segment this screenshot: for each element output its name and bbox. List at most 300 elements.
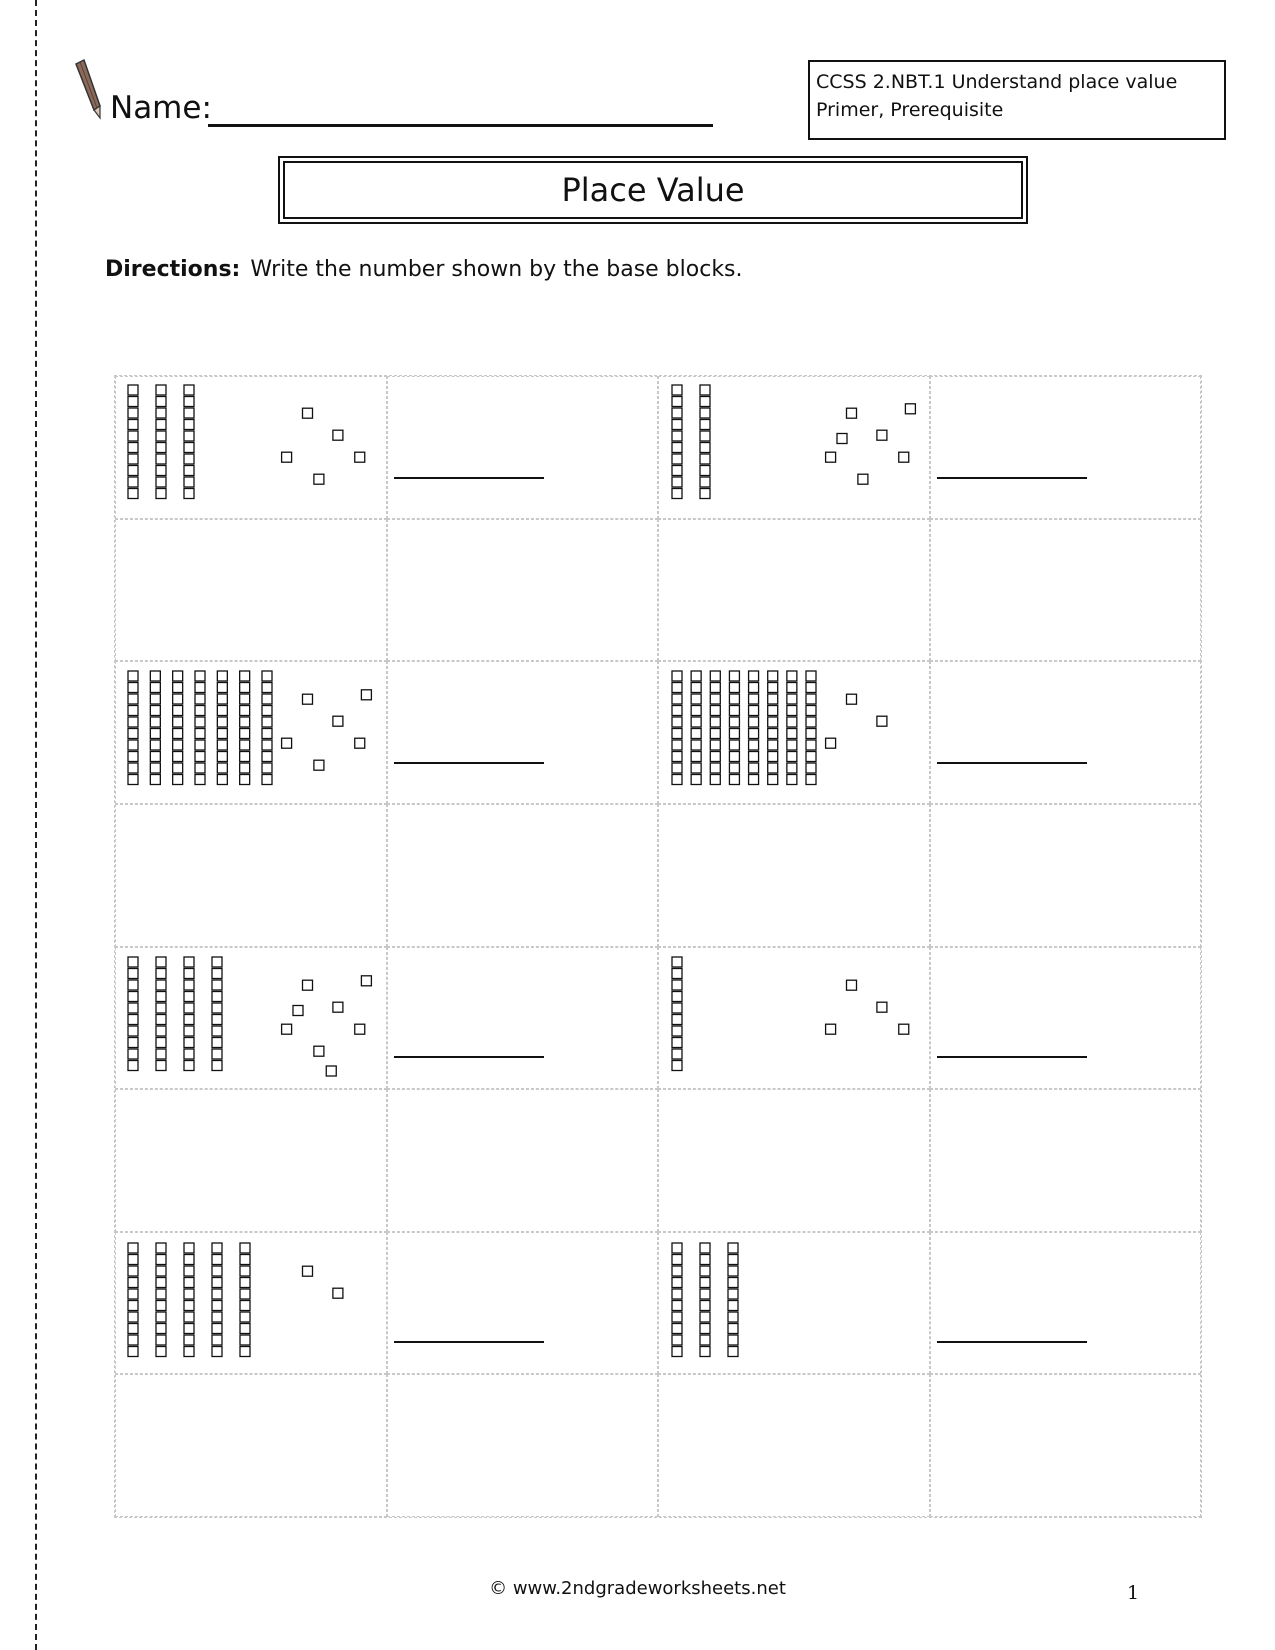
tens-rod-unit xyxy=(691,752,701,762)
tens-rod-unit xyxy=(217,683,227,693)
tens-rod-unit xyxy=(128,1015,138,1025)
tens-rod-unit xyxy=(184,385,194,395)
tens-rod-unit xyxy=(212,1061,222,1071)
tens-rod-unit xyxy=(806,740,816,750)
tens-rod-unit xyxy=(749,775,759,785)
tens-rod-unit xyxy=(156,1243,166,1253)
tens-rod-unit xyxy=(173,775,183,785)
tens-rod-unit xyxy=(672,775,682,785)
tens-rod-unit xyxy=(184,992,194,1002)
tens-rod-unit xyxy=(749,752,759,762)
tens-rod-unit xyxy=(672,420,682,430)
page-title: Place Value xyxy=(283,161,1023,219)
tens-rod-unit xyxy=(240,763,250,773)
tens-rod-unit xyxy=(672,1026,682,1036)
tens-rod-unit xyxy=(128,385,138,395)
tens-rod-unit xyxy=(156,1026,166,1036)
tens-rod-unit xyxy=(729,752,739,762)
tens-rod-unit xyxy=(217,671,227,681)
tens-rod-unit xyxy=(128,740,138,750)
ones-cube xyxy=(355,738,365,748)
standard-code: CCSS 2.NBT.1 Understand place value xyxy=(816,71,1178,93)
tens-rod-unit xyxy=(240,775,250,785)
tens-rod-unit xyxy=(700,1312,710,1322)
tens-rod-unit xyxy=(156,1278,166,1288)
tens-rod-unit xyxy=(156,1003,166,1013)
tens-rod-unit xyxy=(729,729,739,739)
tens-rod-unit xyxy=(700,408,710,418)
tens-rod-unit xyxy=(128,1347,138,1357)
tens-rod-unit xyxy=(156,1347,166,1357)
tens-rod-unit xyxy=(262,706,272,716)
tens-rod-unit xyxy=(787,752,797,762)
ones-cube xyxy=(314,1046,324,1056)
ones-cube xyxy=(826,452,836,462)
tens-rod-unit xyxy=(173,694,183,704)
tens-rod-unit xyxy=(195,740,205,750)
ones-cube xyxy=(333,716,343,726)
tens-rod-unit xyxy=(128,1049,138,1059)
tens-rod-unit xyxy=(184,466,194,476)
tens-rod-unit xyxy=(217,740,227,750)
tens-rod-unit xyxy=(128,992,138,1002)
tens-rod-unit xyxy=(217,763,227,773)
tens-rod-unit xyxy=(672,706,682,716)
tens-rod-unit xyxy=(184,477,194,487)
tens-rod-unit xyxy=(156,1312,166,1322)
tens-rod-unit xyxy=(240,1324,250,1334)
tens-rod-unit xyxy=(184,1335,194,1345)
tens-rod-unit xyxy=(710,717,720,727)
directions-label: Directions: xyxy=(105,257,241,282)
tens-rod-unit xyxy=(184,1049,194,1059)
ones-cube xyxy=(333,1002,343,1012)
tens-rod-unit xyxy=(156,980,166,990)
tens-rod-unit xyxy=(700,1289,710,1299)
copyright-footer: © www.2ndgradeworksheets.net xyxy=(489,1578,786,1599)
tens-rod-unit xyxy=(184,1301,194,1311)
tens-rod-unit xyxy=(672,385,682,395)
tens-rod-unit xyxy=(217,694,227,704)
tens-rod-unit xyxy=(729,683,739,693)
tens-rod-unit xyxy=(672,1049,682,1059)
tens-rod-unit xyxy=(212,1347,222,1357)
tens-rod-unit xyxy=(184,1278,194,1288)
tens-rod-unit xyxy=(240,1347,250,1357)
tens-rod-unit xyxy=(691,706,701,716)
tens-rod-unit xyxy=(195,763,205,773)
tens-rod-unit xyxy=(217,775,227,785)
tens-rod-unit xyxy=(195,729,205,739)
tens-rod-unit xyxy=(217,717,227,727)
tens-rod-unit xyxy=(672,1278,682,1288)
tens-rod-unit xyxy=(729,740,739,750)
tens-rod-unit xyxy=(710,671,720,681)
tens-rod-unit xyxy=(768,775,778,785)
tens-rod-unit xyxy=(156,477,166,487)
tens-rod-unit xyxy=(195,706,205,716)
tens-rod-unit xyxy=(240,683,250,693)
tens-rod-unit xyxy=(184,1003,194,1013)
ones-cube xyxy=(877,716,887,726)
tens-rod-unit xyxy=(156,969,166,979)
tens-rod-unit xyxy=(710,729,720,739)
tens-rod-unit xyxy=(212,1038,222,1048)
tens-rod-unit xyxy=(728,1266,738,1276)
tens-rod-unit xyxy=(806,706,816,716)
tens-rod-unit xyxy=(672,1335,682,1345)
tens-rod-unit xyxy=(184,969,194,979)
tens-rod-unit xyxy=(150,775,160,785)
tens-rod-unit xyxy=(184,408,194,418)
tens-rod-unit xyxy=(128,717,138,727)
tens-rod-unit xyxy=(700,1255,710,1265)
tens-rod-unit xyxy=(768,740,778,750)
tens-rod-unit xyxy=(262,694,272,704)
tens-rod-unit xyxy=(700,1324,710,1334)
page-number: 1 xyxy=(1127,1582,1140,1604)
ones-cube xyxy=(361,690,371,700)
tens-rod-unit xyxy=(691,740,701,750)
tens-rod-unit xyxy=(672,477,682,487)
tens-rod-unit xyxy=(150,671,160,681)
tens-rod-unit xyxy=(173,729,183,739)
tens-rod-unit xyxy=(787,694,797,704)
tens-rod-unit xyxy=(700,466,710,476)
tens-rod-unit xyxy=(212,1026,222,1036)
tens-rod-unit xyxy=(240,1335,250,1345)
tens-rod-unit xyxy=(128,969,138,979)
tens-rod-unit xyxy=(150,694,160,704)
tens-rod-unit xyxy=(672,957,682,967)
tens-rod-unit xyxy=(700,1243,710,1253)
tens-rod-unit xyxy=(128,752,138,762)
tens-rod-unit xyxy=(806,763,816,773)
tens-rod-unit xyxy=(212,1049,222,1059)
tens-rod-unit xyxy=(128,706,138,716)
ones-cube xyxy=(847,980,857,990)
tens-rod-unit xyxy=(749,729,759,739)
tens-rod-unit xyxy=(768,683,778,693)
tens-rod-unit xyxy=(672,466,682,476)
tens-rod-unit xyxy=(156,408,166,418)
tens-rod-unit xyxy=(156,1324,166,1334)
tens-rod-unit xyxy=(749,694,759,704)
tens-rod-unit xyxy=(672,694,682,704)
ones-cube xyxy=(826,738,836,748)
tens-rod-unit xyxy=(173,706,183,716)
tens-rod-unit xyxy=(156,431,166,441)
tens-rod-unit xyxy=(128,431,138,441)
tens-rod-unit xyxy=(240,1312,250,1322)
tens-rod-unit xyxy=(184,1324,194,1334)
tens-rod-unit xyxy=(156,1301,166,1311)
tens-rod-unit xyxy=(672,1015,682,1025)
tens-rod-unit xyxy=(672,1003,682,1013)
tens-rod-unit xyxy=(150,740,160,750)
ones-cube xyxy=(899,1024,909,1034)
tens-rod-unit xyxy=(184,397,194,407)
tens-rod-unit xyxy=(184,1061,194,1071)
tens-rod-unit xyxy=(691,694,701,704)
tens-rod-unit xyxy=(212,992,222,1002)
ones-cube xyxy=(282,1024,292,1034)
tens-rod-unit xyxy=(212,969,222,979)
tens-rod-unit xyxy=(262,775,272,785)
ones-cube xyxy=(282,738,292,748)
tens-rod-unit xyxy=(156,397,166,407)
tens-rod-unit xyxy=(728,1324,738,1334)
tens-rod-unit xyxy=(700,397,710,407)
tens-rod-unit xyxy=(217,729,227,739)
tens-rod-unit xyxy=(729,763,739,773)
tens-rod-unit xyxy=(212,1335,222,1345)
tens-rod-unit xyxy=(710,752,720,762)
ones-cube xyxy=(847,694,857,704)
tens-rod-unit xyxy=(128,763,138,773)
tens-rod-unit xyxy=(173,752,183,762)
tens-rod-unit xyxy=(128,477,138,487)
ones-cube xyxy=(355,452,365,462)
ones-cube xyxy=(877,1002,887,1012)
tens-rod-unit xyxy=(195,683,205,693)
tens-rod-unit xyxy=(128,443,138,453)
ones-cube xyxy=(282,452,292,462)
tens-rod-unit xyxy=(768,752,778,762)
tens-rod-unit xyxy=(184,1312,194,1322)
tens-rod-unit xyxy=(240,1266,250,1276)
tens-rod-unit xyxy=(728,1301,738,1311)
directions-text: Write the number shown by the base blocks. xyxy=(250,257,743,282)
tens-rod-unit xyxy=(128,1278,138,1288)
tens-rod-unit xyxy=(787,763,797,773)
tens-rod-unit xyxy=(128,1003,138,1013)
tens-rod-unit xyxy=(128,397,138,407)
tens-rod-unit xyxy=(156,1061,166,1071)
tens-rod-unit xyxy=(128,1312,138,1322)
tens-rod-unit xyxy=(195,717,205,727)
tens-rod-unit xyxy=(156,1049,166,1059)
ones-cube xyxy=(303,980,313,990)
tens-rod-unit xyxy=(262,740,272,750)
tens-rod-unit xyxy=(184,431,194,441)
ones-cube xyxy=(899,452,909,462)
tens-rod-unit xyxy=(173,683,183,693)
tens-rod-unit xyxy=(700,489,710,499)
tens-rod-unit xyxy=(787,729,797,739)
tens-rod-unit xyxy=(240,1301,250,1311)
tens-rod-unit xyxy=(710,706,720,716)
tens-rod-unit xyxy=(710,694,720,704)
ones-cube xyxy=(293,1006,303,1016)
tens-rod-unit xyxy=(672,1255,682,1265)
tens-rod-unit xyxy=(806,671,816,681)
tens-rod-unit xyxy=(240,740,250,750)
tens-rod-unit xyxy=(128,1324,138,1334)
ones-cube xyxy=(303,694,313,704)
ones-cube xyxy=(326,1066,336,1076)
tens-rod-unit xyxy=(128,1335,138,1345)
tens-rod-unit xyxy=(768,717,778,727)
tens-rod-unit xyxy=(128,957,138,967)
tens-rod-unit xyxy=(749,763,759,773)
tens-rod-unit xyxy=(672,717,682,727)
tens-rod-unit xyxy=(672,752,682,762)
tens-rod-unit xyxy=(672,1289,682,1299)
tens-rod-unit xyxy=(672,397,682,407)
tens-rod-unit xyxy=(184,1347,194,1357)
tens-rod-unit xyxy=(672,980,682,990)
ones-cube xyxy=(826,1024,836,1034)
ones-cube xyxy=(303,408,313,418)
tens-rod-unit xyxy=(768,694,778,704)
tens-rod-unit xyxy=(212,1324,222,1334)
ones-cube xyxy=(333,430,343,440)
tens-rod-unit xyxy=(156,1289,166,1299)
tens-rod-unit xyxy=(195,671,205,681)
tens-rod-unit xyxy=(710,740,720,750)
name-label: Name: xyxy=(110,90,212,126)
tens-rod-unit xyxy=(672,683,682,693)
tens-rod-unit xyxy=(184,1038,194,1048)
tens-rod-unit xyxy=(128,671,138,681)
tens-rod-unit xyxy=(128,1301,138,1311)
tens-rod-unit xyxy=(150,683,160,693)
tens-rod-unit xyxy=(212,1289,222,1299)
tens-rod-unit xyxy=(262,752,272,762)
tens-rod-unit xyxy=(691,763,701,773)
standard-level: Primer, Prerequisite xyxy=(816,99,1004,121)
tens-rod-unit xyxy=(729,775,739,785)
ones-cube xyxy=(847,408,857,418)
tens-rod-unit xyxy=(672,1312,682,1322)
tens-rod-unit xyxy=(184,1266,194,1276)
tens-rod-unit xyxy=(150,763,160,773)
tens-rod-unit xyxy=(806,752,816,762)
tens-rod-unit xyxy=(672,1266,682,1276)
tens-rod-unit xyxy=(728,1347,738,1357)
tens-rod-unit xyxy=(240,729,250,739)
tens-rod-unit xyxy=(700,443,710,453)
tens-rod-unit xyxy=(691,671,701,681)
tens-rod-unit xyxy=(128,1061,138,1071)
tens-rod-unit xyxy=(787,717,797,727)
tens-rod-unit xyxy=(672,1061,682,1071)
tens-rod-unit xyxy=(156,1266,166,1276)
tens-rod-unit xyxy=(749,683,759,693)
tens-rod-unit xyxy=(700,477,710,487)
tens-rod-unit xyxy=(749,671,759,681)
tens-rod-unit xyxy=(700,431,710,441)
tens-rod-unit xyxy=(787,740,797,750)
tens-rod-unit xyxy=(262,683,272,693)
tens-rod-unit xyxy=(728,1312,738,1322)
tens-rod-unit xyxy=(672,1347,682,1357)
tens-rod-unit xyxy=(184,1026,194,1036)
tens-rod-unit xyxy=(240,706,250,716)
tens-rod-unit xyxy=(672,408,682,418)
ones-cube xyxy=(361,976,371,986)
tens-rod-unit xyxy=(672,454,682,464)
tens-rod-unit xyxy=(787,706,797,716)
tens-rod-unit xyxy=(184,1255,194,1265)
tens-rod-unit xyxy=(128,1243,138,1253)
tens-rod-unit xyxy=(787,683,797,693)
tens-rod-unit xyxy=(700,385,710,395)
tens-rod-unit xyxy=(691,775,701,785)
tens-rod-unit xyxy=(672,992,682,1002)
tens-rod-unit xyxy=(156,1015,166,1025)
tens-rod-unit xyxy=(729,671,739,681)
ones-cube xyxy=(314,474,324,484)
tens-rod-unit xyxy=(787,671,797,681)
tens-rod-unit xyxy=(240,671,250,681)
tens-rod-unit xyxy=(184,1015,194,1025)
tens-rod-unit xyxy=(156,957,166,967)
tens-rod-unit xyxy=(156,385,166,395)
tens-rod-unit xyxy=(728,1289,738,1299)
tens-rod-unit xyxy=(700,1266,710,1276)
tens-rod-unit xyxy=(691,729,701,739)
tens-rod-unit xyxy=(729,717,739,727)
tens-rod-unit xyxy=(184,420,194,430)
tens-rod-unit xyxy=(728,1255,738,1265)
tens-rod-unit xyxy=(240,694,250,704)
tens-rod-unit xyxy=(156,1255,166,1265)
tens-rod-unit xyxy=(128,1026,138,1036)
tens-rod-unit xyxy=(128,454,138,464)
ones-cube xyxy=(333,1288,343,1298)
tens-rod-unit xyxy=(128,1289,138,1299)
tens-rod-unit xyxy=(128,980,138,990)
tens-rod-unit xyxy=(240,1243,250,1253)
tens-rod-unit xyxy=(156,1335,166,1345)
tens-rod-unit xyxy=(184,957,194,967)
tens-rod-unit xyxy=(217,706,227,716)
tens-rod-unit xyxy=(710,683,720,693)
tens-rod-unit xyxy=(700,420,710,430)
ones-cube xyxy=(905,404,915,414)
tens-rod-unit xyxy=(691,683,701,693)
tens-rod-unit xyxy=(212,1243,222,1253)
tens-rod-unit xyxy=(128,408,138,418)
tens-rod-unit xyxy=(768,671,778,681)
tens-rod-unit xyxy=(195,775,205,785)
tens-rod-unit xyxy=(156,454,166,464)
tens-rod-unit xyxy=(184,489,194,499)
tens-rod-unit xyxy=(806,775,816,785)
tens-rod-unit xyxy=(156,1038,166,1048)
tens-rod-unit xyxy=(806,683,816,693)
tens-rod-unit xyxy=(212,1301,222,1311)
tens-rod-unit xyxy=(212,1003,222,1013)
tens-rod-unit xyxy=(184,443,194,453)
tens-rod-unit xyxy=(173,763,183,773)
ones-cube xyxy=(877,430,887,440)
tens-rod-unit xyxy=(700,1347,710,1357)
tens-rod-unit xyxy=(672,443,682,453)
tens-rod-unit xyxy=(672,969,682,979)
tens-rod-unit xyxy=(672,740,682,750)
tens-rod-unit xyxy=(749,717,759,727)
tens-rod-unit xyxy=(700,1301,710,1311)
tens-rod-unit xyxy=(672,729,682,739)
tens-rod-unit xyxy=(672,763,682,773)
tens-rod-unit xyxy=(729,694,739,704)
tens-rod-unit xyxy=(728,1335,738,1345)
tens-rod-unit xyxy=(212,980,222,990)
tens-rod-unit xyxy=(128,489,138,499)
